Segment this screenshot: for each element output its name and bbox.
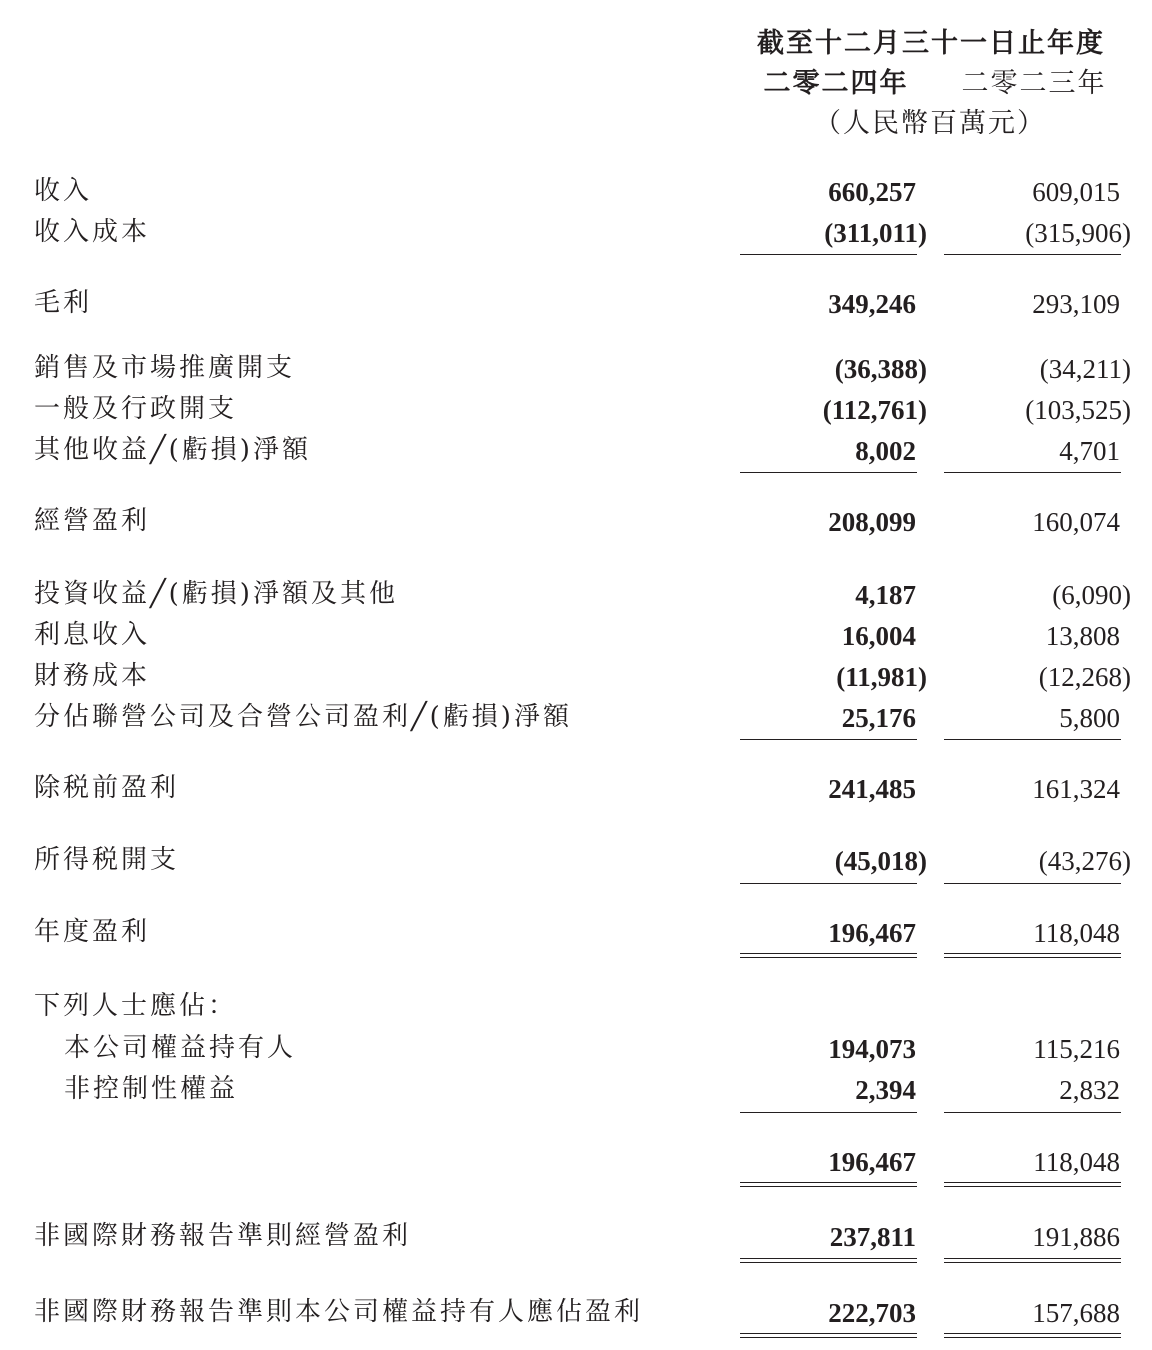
non-controlling-2023: 2,832 <box>1059 1075 1120 1105</box>
revenue-2023: 609,015 <box>1032 177 1120 207</box>
non-ifrs-attributable-profit-2024: 222,703 <box>828 1298 916 1328</box>
profit-for-year-2023: 118,048 <box>1033 918 1120 948</box>
income-tax-2023: (43,276) <box>1038 846 1131 876</box>
row-label-profit-before-tax: 除税前盈利 <box>34 773 180 803</box>
row-label-selling-expenses: 銷售及市場推廣開支 <box>34 353 296 383</box>
row-label-finance-costs: 財務成本 <box>34 661 151 691</box>
profit-before-tax-2024: 241,485 <box>828 774 916 804</box>
row-label-gross-profit: 毛利 <box>34 288 93 318</box>
row-label-share-of-associates: 分佔聯營公司及合營公司盈利╱(虧損)淨額 <box>34 702 572 732</box>
subtotal-rule <box>944 883 1121 884</box>
subtotal-rule <box>740 472 917 473</box>
row-label-non-ifrs-attributable-profit: 非國際財務報告準則本公司權益持有人應佔盈利 <box>34 1297 644 1327</box>
attributable-total-2024: 196,467 <box>828 1147 916 1177</box>
interest-income-2024: 16,004 <box>841 621 916 651</box>
total-double-rule <box>740 1182 917 1187</box>
subtotal-rule <box>944 1112 1121 1113</box>
selling-expenses-2024: (36,388) <box>834 354 927 384</box>
total-double-rule <box>740 1258 917 1263</box>
row-label-profit-for-year: 年度盈利 <box>34 917 151 947</box>
admin-expenses-2024: (112,761) <box>822 395 927 425</box>
non-controlling-2024: 2,394 <box>855 1075 916 1105</box>
row-label-attributable-to: 下列人士應佔： <box>34 991 238 1021</box>
share-of-associates-2024: 25,176 <box>841 703 916 733</box>
row-label-interest-income: 利息收入 <box>34 620 151 650</box>
subtotal-rule <box>944 472 1121 473</box>
subtotal-rule <box>740 1112 917 1113</box>
finance-costs-2024: (11,981) <box>836 662 927 692</box>
year-prior-heading: 二零二三年 <box>961 68 1107 99</box>
profit-before-tax-2023: 161,324 <box>1032 774 1120 804</box>
total-double-rule <box>944 953 1121 958</box>
operating-profit-2023: 160,074 <box>1032 507 1120 537</box>
row-label-operating-profit: 經營盈利 <box>34 506 151 536</box>
unit-heading: （人民幣百萬元） <box>814 108 1046 139</box>
profit-for-year-2024: 196,467 <box>828 918 916 948</box>
subtotal-rule <box>740 883 917 884</box>
non-ifrs-operating-profit-2023: 191,886 <box>1032 1222 1120 1252</box>
selling-expenses-2023: (34,211) <box>1039 354 1131 384</box>
attributable-total-2023: 118,048 <box>1033 1147 1120 1177</box>
period-heading: 截至十二月三十一日止年度 <box>757 28 1105 59</box>
interest-income-2023: 13,808 <box>1045 621 1120 651</box>
investment-gains-2024: 4,187 <box>855 580 916 610</box>
finance-costs-2023: (12,268) <box>1038 662 1131 692</box>
total-double-rule <box>944 1258 1121 1263</box>
total-double-rule <box>740 953 917 958</box>
total-double-rule <box>944 1333 1121 1338</box>
non-ifrs-attributable-profit-2023: 157,688 <box>1032 1298 1120 1328</box>
row-label-admin-expenses: 一般及行政開支 <box>34 394 238 424</box>
row-label-non-ifrs-operating-profit: 非國際財務報告準則經營盈利 <box>34 1221 412 1251</box>
total-double-rule <box>740 1333 917 1338</box>
gross-profit-2024: 349,246 <box>828 289 916 319</box>
cost-of-revenue-2024: (311,011) <box>824 218 927 248</box>
subtotal-rule <box>740 254 917 255</box>
admin-expenses-2023: (103,525) <box>1025 395 1131 425</box>
subtotal-rule <box>944 739 1121 740</box>
total-double-rule <box>944 1182 1121 1187</box>
income-tax-2024: (45,018) <box>834 846 927 876</box>
investment-gains-2023: (6,090) <box>1052 580 1131 610</box>
equity-holders-2024: 194,073 <box>828 1034 916 1064</box>
row-label-equity-holders: 本公司權益持有人 <box>64 1033 297 1063</box>
equity-holders-2023: 115,216 <box>1033 1034 1120 1064</box>
other-gains-2023: 4,701 <box>1059 436 1120 466</box>
subtotal-rule <box>740 739 917 740</box>
year-current-heading: 二零二四年 <box>763 68 909 99</box>
share-of-associates-2023: 5,800 <box>1059 703 1120 733</box>
other-gains-2024: 8,002 <box>855 436 916 466</box>
cost-of-revenue-2023: (315,906) <box>1025 218 1131 248</box>
row-label-cost-of-revenue: 收入成本 <box>34 217 151 247</box>
non-ifrs-operating-profit-2024: 237,811 <box>829 1222 916 1252</box>
row-label-revenue: 收入 <box>34 176 93 206</box>
row-label-other-gains: 其他收益╱(虧損)淨額 <box>34 435 311 465</box>
row-label-non-controlling: 非控制性權益 <box>64 1074 239 1104</box>
gross-profit-2023: 293,109 <box>1032 289 1120 319</box>
row-label-income-tax: 所得税開支 <box>34 845 180 875</box>
revenue-2024: 660,257 <box>828 177 916 207</box>
subtotal-rule <box>944 254 1121 255</box>
operating-profit-2024: 208,099 <box>828 507 916 537</box>
row-label-investment-gains: 投資收益╱(虧損)淨額及其他 <box>34 579 398 609</box>
